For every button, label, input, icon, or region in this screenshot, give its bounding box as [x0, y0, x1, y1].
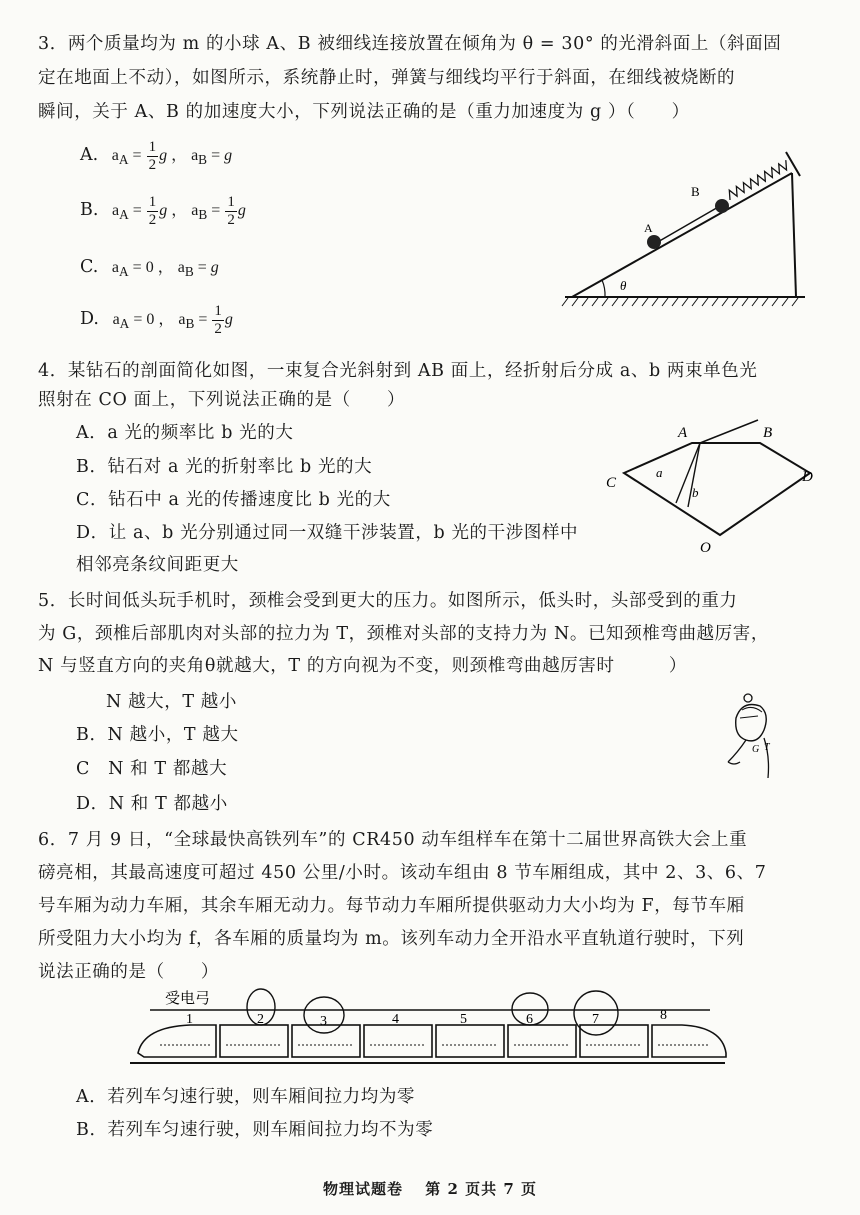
wall-top: [786, 152, 800, 176]
label-vertex-a: A: [678, 425, 688, 441]
q6-line-1: 6．7 月 9 日，“全球最快高铁列车”的 CR450 动车组样车在第十二届世界高铁大会上重: [38, 830, 748, 850]
q6-line-4: 所受阻力大小均为 f，各车厢的质量均为 m。该列车动力全开沿水平直轨道行驶时，下列: [38, 929, 745, 949]
q4-line-1: 4．某钻石的剖面简化如图，一束复合光斜射到 AB 面上，经折射后分成 a、b 两束单色光: [38, 361, 758, 381]
q3-option-c-math: $a_A = 0$ ， $a_B = g$: [103, 259, 219, 280]
ball-a: [647, 235, 661, 249]
q3-option-b-math: $a_A$ = $\frac{1}{2}$ g ， $a_B$ = $\frac{1}{2}$ g: [104, 194, 246, 228]
head-marker: [744, 694, 752, 702]
q6-option-a: A．若列车匀速行驶，则车厢间拉力均为零: [76, 1087, 416, 1107]
q4-option-d-cont: 相邻亮条纹间距更大: [76, 555, 239, 575]
incline-vertical-side: [792, 173, 796, 297]
q3-option-b: B. $a_A$ = $\frac{1}{2}$ g ， $a_B$ = $\frac{1}{2}$ g: [80, 194, 246, 228]
q3-option-d-math: $a_A = 0$ ， $a_B$ = $\frac{1}{2}$ g: [104, 303, 233, 337]
q3-option-c: C. $a_A = 0$ ， $a_B = g$: [80, 257, 219, 280]
car-6: [508, 1025, 576, 1057]
q6-line-2: 磅亮相，其最高速度可超过 450 公里/小时。该动车组由 8 节车厢组成，其中 2、3、6、7: [38, 863, 767, 883]
car-8: [652, 1025, 726, 1057]
car-1: [138, 1025, 216, 1057]
pantograph-label: 受电弓: [165, 991, 211, 1007]
q3-option-d: D. $a_A = 0$ ， $a_B$ = $\frac{1}{2}$ g: [80, 303, 233, 337]
q6-train-figure: [130, 985, 730, 1075]
theta-arc: [602, 280, 605, 297]
q5-line-3: N 与竖直方向的夹角θ就越大，T 的方向视为不变，则颈椎弯曲越厉害时 ）: [38, 656, 687, 676]
q5-option-b: B．N 越小，T 越大: [76, 725, 239, 745]
q5-line-2: 为 G，颈椎后部肌肉对头部的拉力为 T，颈椎对头部的支持力为 N。已知颈椎弯曲越厉害，: [38, 624, 769, 644]
car-number-7: 7: [592, 1012, 599, 1027]
q3-line-2: 定在地面上不动），如图所示，系统静止时，弹簧与细线均平行于斜面，在细线被烧断的: [38, 68, 736, 88]
label-g: G: [752, 744, 760, 755]
q4-option-a: A．a 光的频率比 b 光的大: [76, 423, 294, 443]
q4-option-d: D．让 a、b 光分别通过同一双缝干涉装置，b 光的干涉图样中: [76, 523, 579, 543]
q5-option-a: N 越大，T 越小: [106, 692, 238, 712]
q5-option-c: C N 和 T 都越大: [76, 759, 228, 779]
car-number-5: 5: [460, 1012, 467, 1027]
page-footer: 物理试题卷 第 2 页共 7 页: [323, 1180, 537, 1198]
car-number-4: 4: [392, 1012, 399, 1027]
car-7: [580, 1025, 648, 1057]
incline-surface: [572, 173, 792, 297]
q6-option-b: B．若列车匀速行驶，则车厢间拉力均不为零: [76, 1120, 434, 1140]
ground-hatching: [562, 298, 798, 306]
ball-b-label: B: [691, 184, 700, 199]
car-5: [436, 1025, 504, 1057]
q5-option-d: D．N 和 T 都越小: [76, 794, 228, 814]
label-vertex-c: C: [606, 475, 617, 491]
q6-line-3: 号车厢为动力车厢，其余车厢无动力。每节动力车厢所提供驱动力大小均为 F，每节车厢: [38, 896, 745, 916]
car-4: [364, 1025, 432, 1057]
q4-diamond-figure: [600, 415, 830, 560]
q3-line-1: 3．两个质量均为 m 的小球 A、B 被细线连接放置在倾角为 θ = 30° 的光滑斜面上（斜面固: [38, 34, 782, 54]
car-number-8: 8: [660, 1008, 667, 1023]
q4-option-b: B．钻石对 a 光的折射率比 b 光的大: [76, 457, 373, 477]
label-t: T: [764, 742, 770, 753]
label-vertex-b: B: [763, 425, 773, 441]
diamond-outline: [624, 443, 810, 535]
incident-ray: [700, 420, 758, 443]
label-vertex-d: D: [802, 469, 813, 485]
q5-head-figure: [712, 688, 797, 788]
label-vertex-o: O: [700, 540, 711, 556]
q4-option-c: C．钻石中 a 光的传播速度比 b 光的大: [76, 490, 391, 510]
body-arm-lines: [728, 738, 769, 778]
car-3: [292, 1025, 360, 1057]
car-number-1: 1: [186, 1012, 193, 1027]
q3-incline-figure: [560, 140, 830, 315]
ball-b: [715, 199, 729, 213]
q3-option-a-math: $a_A$ = $\frac{1}{2}$ g ， $a_B = g$: [103, 139, 233, 173]
car-number-3: 3: [320, 1014, 327, 1029]
head-outline: [736, 705, 767, 741]
car-number-2: 2: [257, 1012, 264, 1027]
thread-line: [656, 206, 720, 243]
q4-line-2: 照射在 CO 面上，下列说法正确的是（ ）: [38, 390, 406, 410]
q3-line-3: 瞬间，关于 A、B 的加速度大小，下列说法正确的是（重力加速度为 g ）（ ）: [38, 102, 690, 122]
q6-line-5: 说法正确的是（ ）: [38, 962, 219, 982]
ball-a-label: A: [644, 221, 653, 235]
label-ray-b: b: [692, 485, 699, 500]
car-2: [220, 1025, 288, 1057]
label-ray-a: a: [656, 465, 663, 480]
q3-option-a: A. $a_A$ = $\frac{1}{2}$ g ， $a_B = g$: [80, 139, 233, 173]
theta-label: θ: [620, 278, 627, 293]
hair-strokes: [740, 707, 762, 718]
q5-line-1: 5．长时间低头玩手机时，颈椎会受到更大的压力。如图所示，低头时，头部受到的重力: [38, 591, 738, 611]
car-number-6: 6: [526, 1012, 533, 1027]
